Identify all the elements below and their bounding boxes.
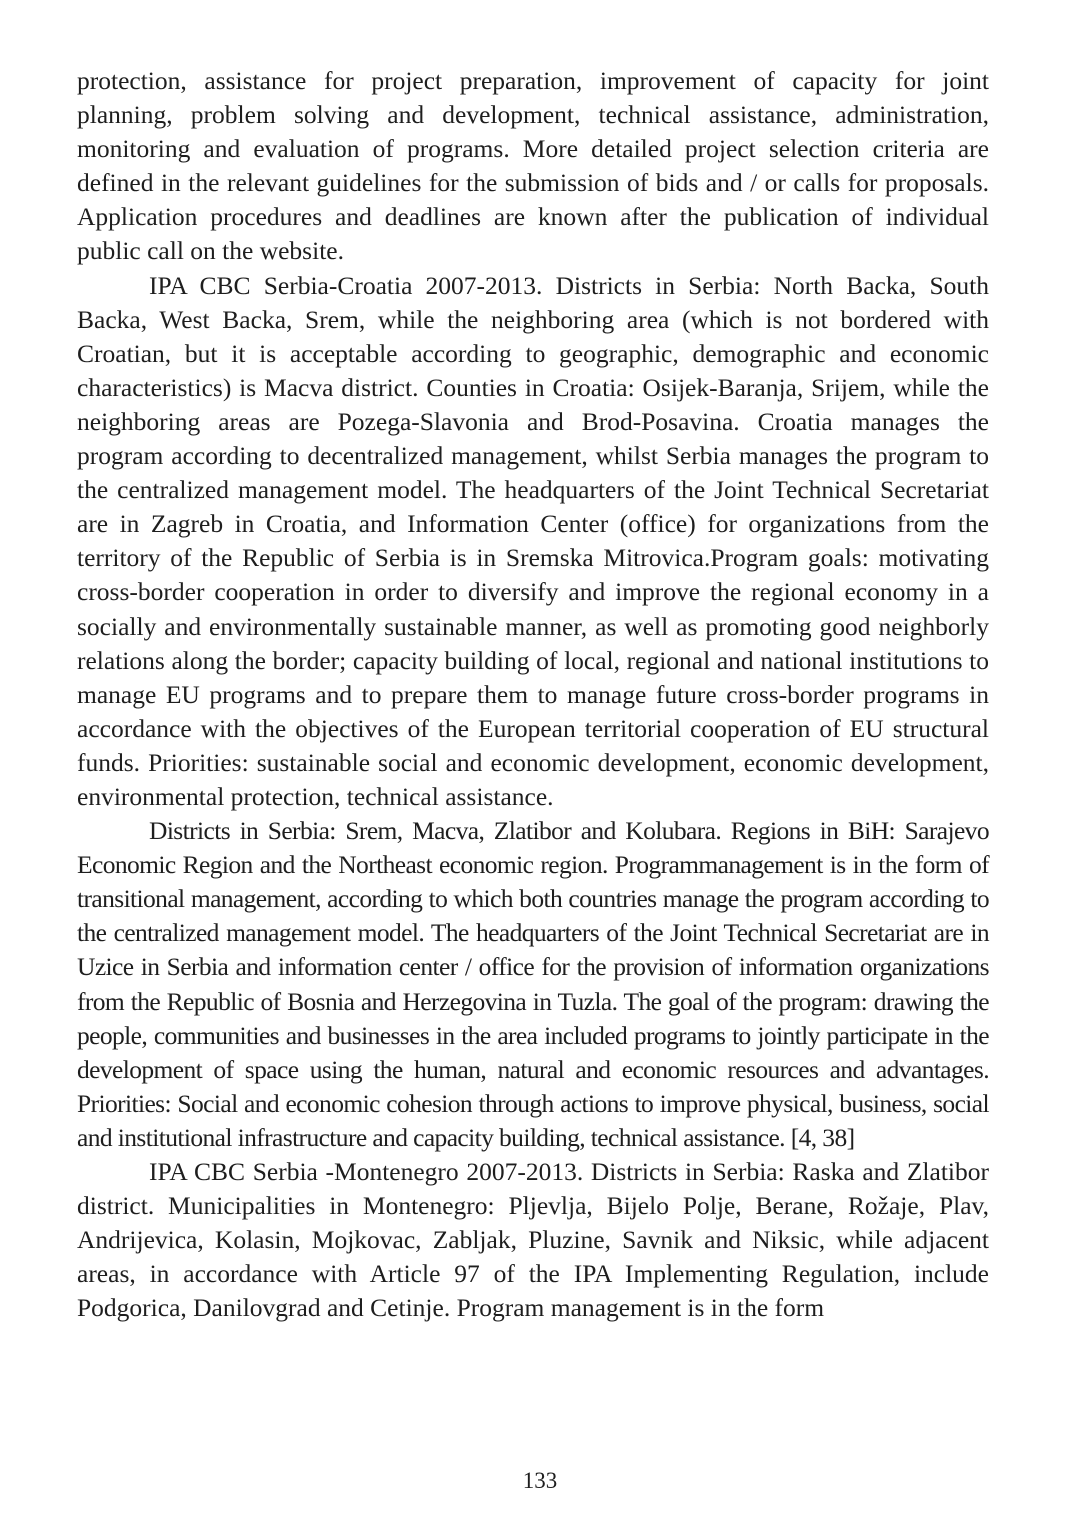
page-body	[77, 64, 989, 1444]
paragraph-1: protection, assistance for project preparation, improvement of capacity for joint planning, problem solving and development, technical assistance, administration, monitoring and evaluation of programs. More detailed project selection criteria are defined in the relevant guidelines for the submission of bids and / or calls for proposals. Application procedures and deadlines are known after the publication of individual public call on the website.	[77, 66, 989, 266]
paragraph-2: IPA CBC Serbia-Croatia 2007-2013. Districts in Serbia: North Backa, South Backa, West Backa, Srem, while the neighboring area (which is not bordered with Croatian, but it is acceptable according to geographic, demographic and economic characteristics) is Macva district. Counties in Croatia: Osijek-Baranja, Srijem, while the neighboring areas are Pozega-Slavonia and Brod-Posavina. Croatia manages the program according to decentralized management, whilst Serbia manages the program to the centralized management model. The headquarters of the Joint Technical Secretariat are in Zagreb in Croatia, and Information Center (office) for organizations from the territory of the Republic of Serbia is in Sremska Mitrovica.Program goals: motivating cross-border cooperation in order to diversify and improve the regional economy in a socially and environmentally sustainable manner, as well as promoting good neighborly relations along the border; capacity building of local, regional and national institutions to manage EU programs and to prepare them to manage future cross-border programs in accordance with the objectives of the European territorial cooperation of EU structural funds. Priorities: sustainable social and economic development, economic development, environmental protection, technical assistance.	[77, 270, 989, 811]
paragraph-4: IPA CBC Serbia -Montenegro 2007-2013. Districts in Serbia: Raska and Zlatibor district. Municipalities in Montenegro: Pljevlja, Bijelo Polje, Berane, Rožaje, Plav, Andrijevica, Kolasin, Mojkovac, Zabljak, Pluzine, Savnik and Niksic, while adjacent areas, in accordance with Article 97 of the IPA Implementing Regulation, include Podgorica, Danilovgrad and Cetinje. Program management is in the form	[77, 1157, 989, 1323]
page-number: 133	[522, 1468, 558, 1493]
paragraph-3: Districts in Serbia: Srem, Macva, Zlatibor and Kolubara. Regions in BiH: Sarajevo Economic Region and the Northeast economic region. Programmanagement is in the form of transitional management, according to which both countries manage the program according to the centralized management model. The headquarters of the Joint Technical Secretariat are in Uzice in Serbia and information center / office for the provision of information organizations from the Republic of Bosnia and Herzegovina in Tuzla. The goal of the program: drawing the people, communities and businesses in the area included programs to jointly participate in the development of space using the human, natural and economic resources and advantages. Priorities: Social and economic cohesion through actions to improve physical, business, social and institutional infrastructure and capacity building, technical assistance. [4, 38]	[77, 816, 989, 1152]
